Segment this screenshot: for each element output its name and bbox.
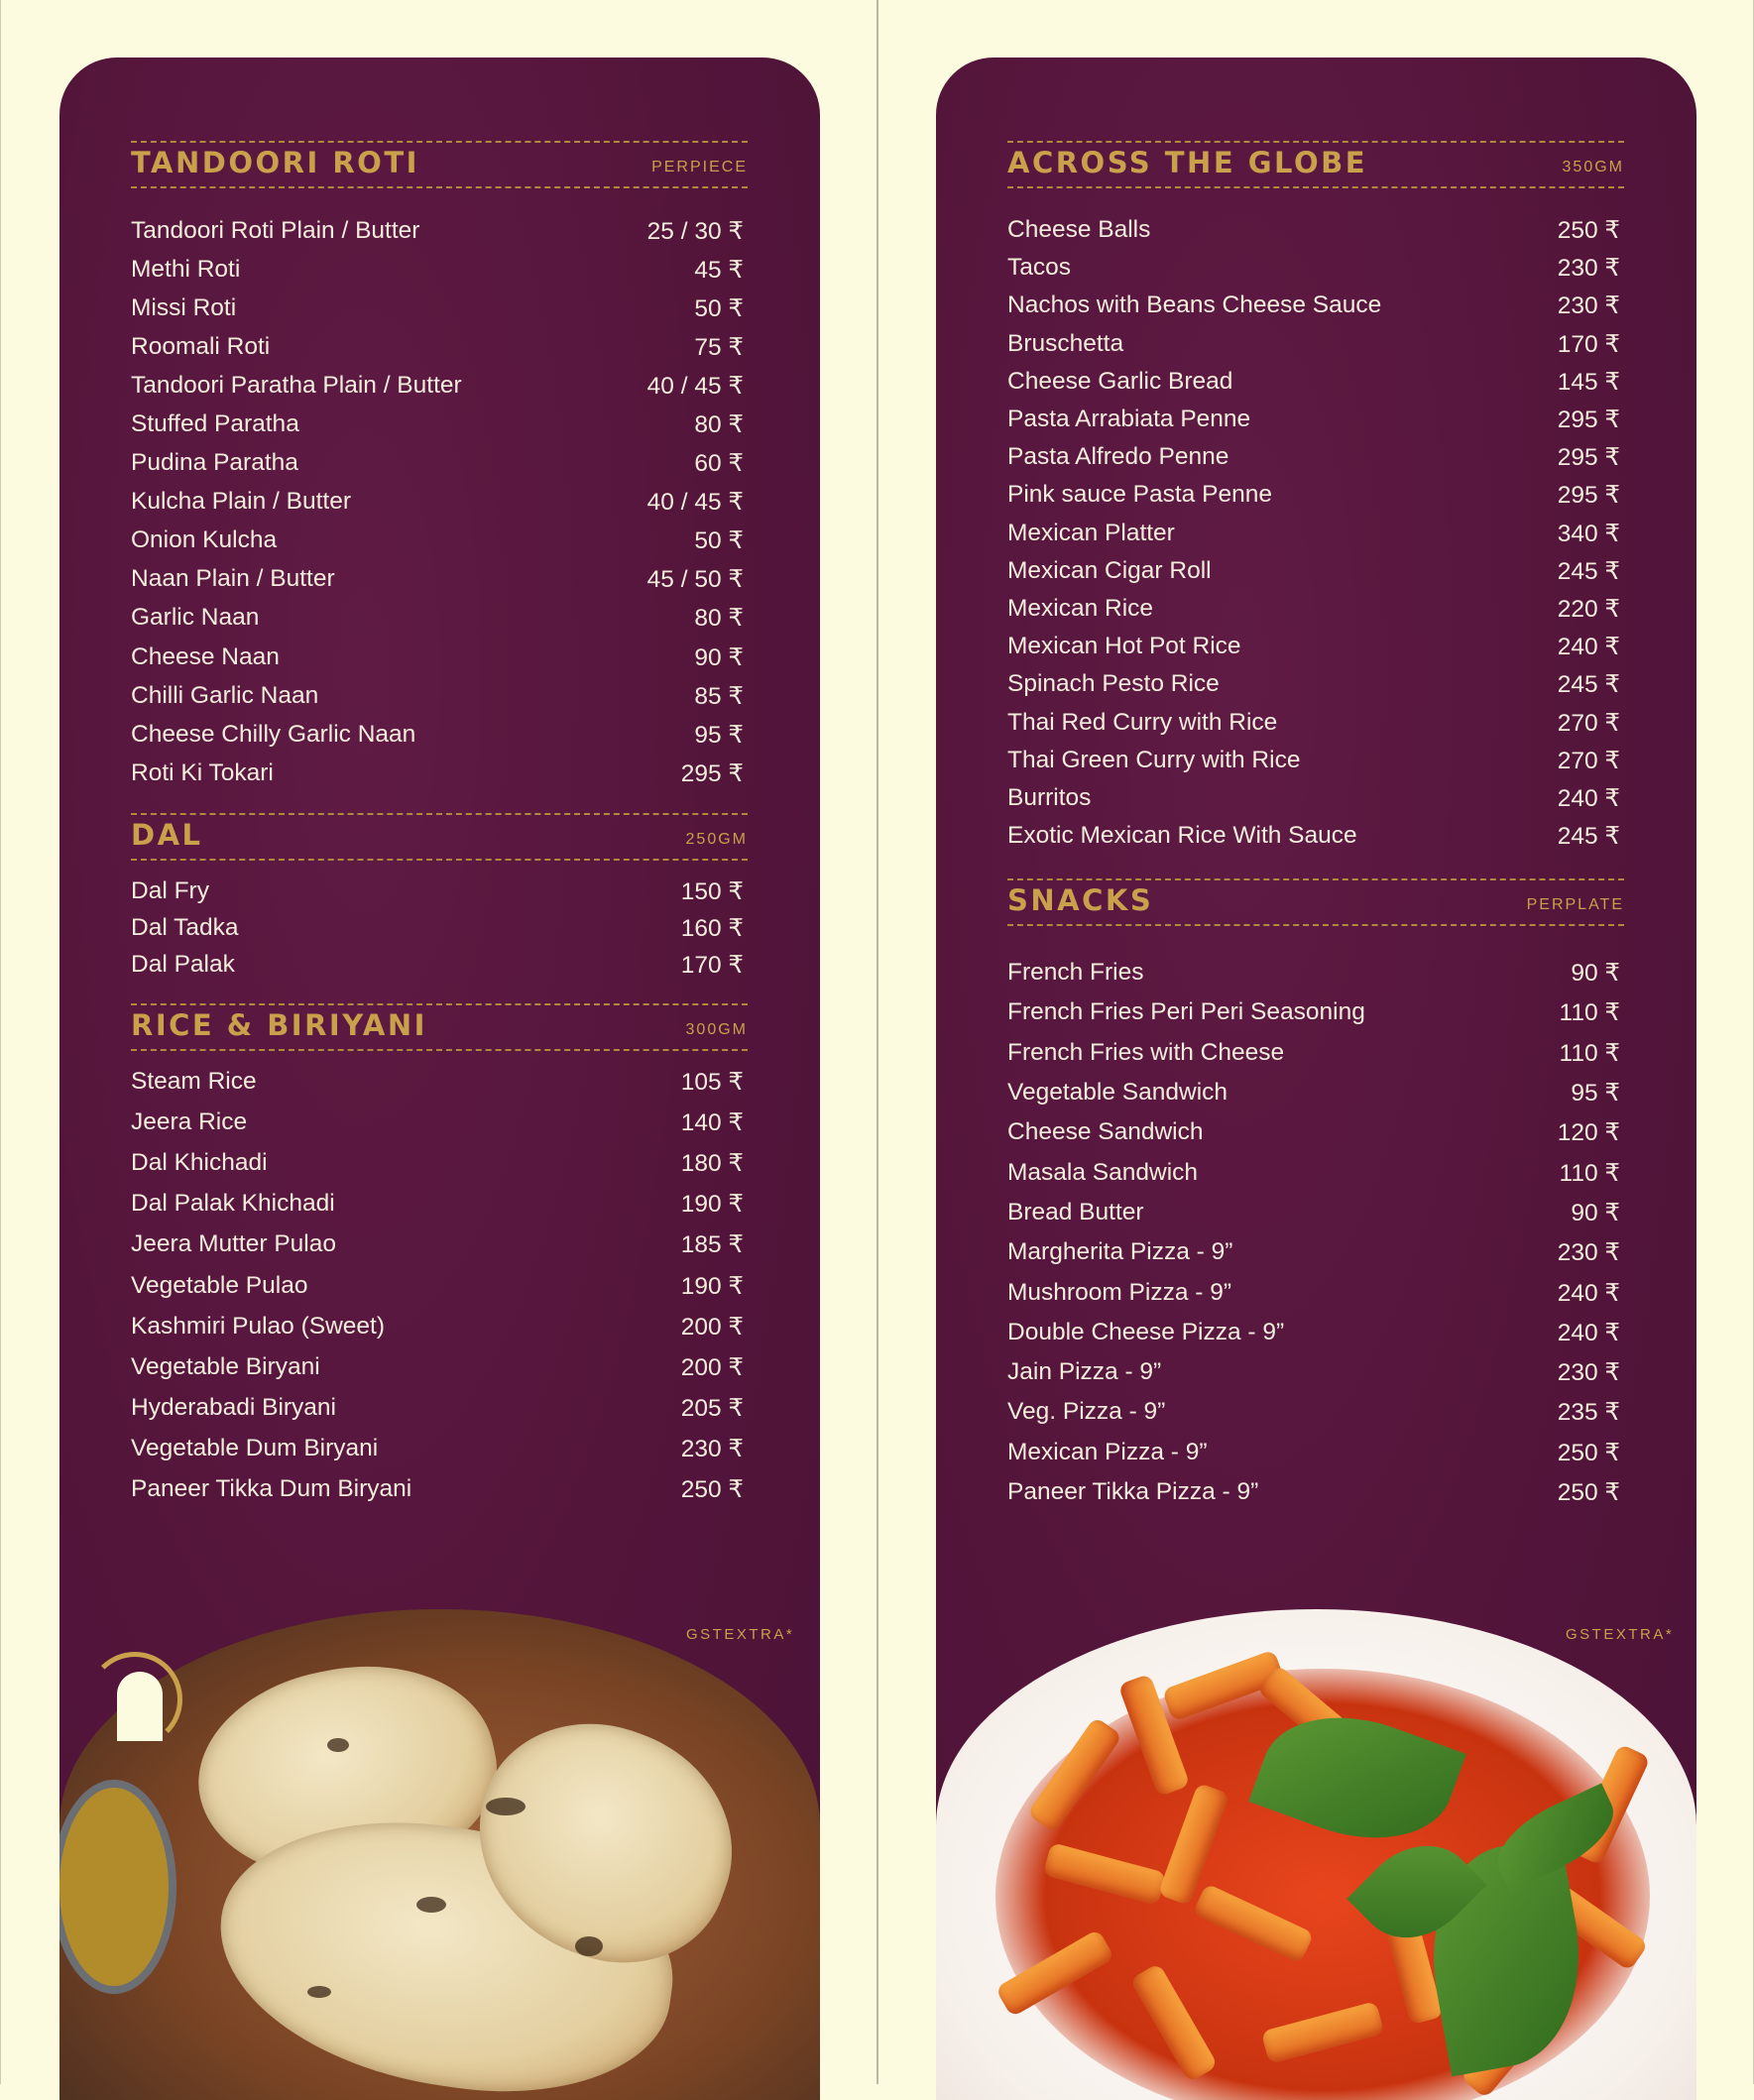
menu-item [1007,1433,1624,1472]
menu-item-name: Steam Rice [131,1067,257,1095]
menu-item [1007,1152,1624,1192]
menu-item-name: Dal Palak Khichadi [131,1190,335,1218]
menu-item-price: 250 ₹ [1557,1479,1620,1506]
menu-item-name: Nachos with Beans Cheese Sauce [1007,292,1382,319]
menu-item-name: Garlic Naan [131,604,260,632]
section-snacks [1007,878,1624,1512]
menu-item-name: Jeera Rice [131,1108,248,1135]
char-mark [486,1798,526,1815]
menu-item [131,327,748,366]
menu-item [1007,1392,1624,1432]
menu-panel-right [936,58,1696,2100]
page-edge-left [0,0,1,2084]
menu-item-name: Pink sauce Pasta Penne [1007,481,1272,509]
section-title: ACROSS THE GLOBE [1007,146,1368,179]
menu-item [1007,1112,1624,1152]
menu-item [1007,249,1624,287]
menu-item-name: Margherita Pizza - 9” [1007,1238,1233,1266]
menu-item-price: 120 ₹ [1557,1119,1620,1147]
menu-item-price: 90 ₹ [694,643,744,671]
gst-note: GSTEXTRA* [1566,1626,1675,1643]
menu-item-price: 95 ₹ [1571,1080,1620,1108]
menu-item-name: Mexican Hot Pot Rice [1007,633,1241,660]
menu-item-name: Mexican Rice [1007,594,1154,622]
section-header [131,813,748,861]
menu-item [1007,703,1624,741]
menu-item [131,1184,748,1225]
menu-item [1007,363,1624,401]
menu-item [131,483,748,522]
section-across-the-globe [1007,141,1624,855]
menu-item-price: 75 ₹ [694,333,744,361]
section-header [131,141,748,188]
item-list [1007,953,1624,1512]
menu-item [131,1142,748,1183]
menu-item-price: 45 / 50 ₹ [646,566,744,594]
menu-item-price: 170 ₹ [1557,330,1620,358]
menu-item [1007,590,1624,628]
menu-item [1007,628,1624,665]
menu-item-price: 250 ₹ [680,1476,744,1504]
menu-item-price: 250 ₹ [1557,217,1620,245]
menu-item-price: 80 ₹ [694,411,744,439]
menu-item-price: 170 ₹ [680,951,744,979]
menu-item-price: 90 ₹ [1571,960,1620,988]
section-dal [131,813,748,983]
menu-item [1007,665,1624,703]
item-list [1007,211,1624,855]
menu-panel-left [59,58,820,2100]
menu-item [1007,1193,1624,1232]
gst-note: GSTEXTRA* [686,1626,795,1643]
menu-item-price: 185 ₹ [680,1231,744,1259]
menu-item [1007,1073,1624,1112]
menu-item [1007,325,1624,363]
menu-item [131,1469,748,1510]
menu-item-name: Exotic Mexican Rice With Sauce [1007,822,1357,850]
menu-item-price: 245 ₹ [1557,671,1620,699]
menu-item-price: 295 ₹ [1557,407,1620,434]
menu-item [131,1061,748,1102]
menu-item-price: 45 ₹ [694,256,744,284]
section-header [131,1003,748,1051]
menu-item-name: Vegetable Sandwich [1007,1079,1228,1107]
menu-item [131,522,748,560]
section-title: SNACKS [1007,883,1154,917]
menu-item-price: 250 ₹ [1557,1439,1620,1466]
menu-item [131,599,748,638]
menu-item-price: 50 ₹ [694,294,744,322]
menu-item-name: French Fries [1007,959,1144,987]
menu-item-name: Spinach Pesto Rice [1007,670,1220,698]
menu-item [131,1429,748,1469]
menu-item [1007,552,1624,590]
menu-item-price: 190 ₹ [680,1272,744,1300]
char-mark [307,1986,331,1998]
menu-item-price: 60 ₹ [694,450,744,478]
menu-item-name: Cheese Garlic Bread [1007,367,1233,395]
menu-item-name: Onion Kulcha [131,526,278,554]
menu-item-price: 295 ₹ [1557,444,1620,472]
menu-item-price: 240 ₹ [1557,784,1620,812]
item-list [131,873,748,983]
menu-item [131,1346,748,1387]
section-header [1007,878,1624,926]
section-header [1007,141,1624,188]
menu-item-price: 230 ₹ [1557,1239,1620,1267]
menu-item-price: 95 ₹ [694,721,744,749]
menu-item [1007,1352,1624,1392]
menu-item [1007,742,1624,779]
menu-item [131,444,748,483]
menu-item-price: 240 ₹ [1557,1279,1620,1307]
menu-item [1007,211,1624,249]
menu-item-name: Stuffed Paratha [131,410,299,438]
menu-item-name: Jain Pizza - 9” [1007,1358,1162,1386]
menu-item-price: 40 / 45 ₹ [646,372,744,400]
menu-item-name: Roomali Roti [131,332,271,360]
menu-item-name: Dal Tadka [131,913,239,941]
menu-item-price: 105 ₹ [680,1068,744,1096]
page-fold [877,0,878,2084]
penne-pasta-photo [936,1609,1696,2100]
menu-item-name: Kulcha Plain / Butter [131,488,351,516]
section-unit: PERPLATE [1526,896,1624,913]
section-title: RICE & BIRIYANI [131,1008,427,1042]
menu-item [131,560,748,599]
menu-item-name: Mexican Cigar Roll [1007,556,1212,584]
menu-item-name: Jeera Mutter Pulao [131,1230,336,1258]
menu-item [131,1306,748,1346]
menu-item-name: Chilli Garlic Naan [131,681,319,709]
menu-item-price: 200 ₹ [680,1353,744,1381]
menu-item-price: 220 ₹ [1557,595,1620,623]
menu-item-name: Mushroom Pizza - 9” [1007,1278,1232,1306]
menu-item-price: 295 ₹ [1557,482,1620,510]
menu-item [131,1102,748,1142]
menu-item-price: 230 ₹ [680,1436,744,1463]
char-mark [416,1897,446,1913]
menu-item-name: Double Cheese Pizza - 9” [1007,1318,1285,1345]
item-list [131,1061,748,1510]
menu-item-name: Dal Khichadi [131,1148,268,1176]
menu-item-name: Dal Palak [131,950,235,978]
menu-item-name: Mexican Pizza - 9” [1007,1438,1208,1465]
section-title: TANDOORI ROTI [131,146,419,179]
menu-item-name: French Fries Peri Peri Seasoning [1007,998,1365,1026]
menu-item [131,946,748,983]
menu-item [131,1265,748,1306]
menu-item-name: Paneer Tikka Dum Biryani [131,1475,412,1503]
menu-item-price: 110 ₹ [1559,1039,1620,1067]
menu-item [131,873,748,909]
menu-item-price: 140 ₹ [680,1108,744,1136]
menu-item-price: 270 ₹ [1557,709,1620,737]
menu-item-price: 90 ₹ [1571,1199,1620,1226]
menu-item [1007,438,1624,476]
section-rice-biriyani [131,1003,748,1510]
section-unit: 350GM [1562,159,1624,175]
menu-item-price: 110 ₹ [1559,1159,1620,1187]
menu-item [131,250,748,289]
menu-item-name: Vegetable Pulao [131,1271,308,1299]
menu-item [1007,779,1624,817]
menu-item-price: 40 / 45 ₹ [646,489,744,517]
menu-item [1007,1033,1624,1073]
menu-item [1007,992,1624,1032]
menu-item-name: Bread Butter [1007,1198,1144,1225]
menu-item-price: 270 ₹ [1557,747,1620,774]
menu-item-price: 340 ₹ [1557,520,1620,547]
menu-item-price: 235 ₹ [1557,1399,1620,1427]
menu-item [131,638,748,676]
curry-bowl [59,1788,169,1986]
menu-item [131,289,748,327]
menu-item-name: French Fries with Cheese [1007,1038,1285,1066]
menu-item-name: Tandoori Paratha Plain / Butter [131,371,462,399]
menu-item-price: 110 ₹ [1559,999,1620,1027]
menu-item-price: 200 ₹ [680,1313,744,1341]
menu-item-price: 190 ₹ [680,1191,744,1219]
menu-item [1007,1313,1624,1352]
menu-item-name: Dal Fry [131,876,209,904]
menu-item-name: Veg. Pizza - 9” [1007,1398,1166,1426]
logo-mark [117,1672,163,1741]
menu-item-price: 240 ₹ [1557,1319,1620,1346]
menu-item [1007,1232,1624,1272]
menu-item-name: Cheese Chilly Garlic Naan [131,720,416,748]
menu-item-name: Cheese Sandwich [1007,1118,1204,1146]
menu-item-price: 160 ₹ [680,914,744,942]
menu-item-price: 230 ₹ [1557,255,1620,283]
menu-item-price: 50 ₹ [694,527,744,555]
menu-item-name: Masala Sandwich [1007,1158,1199,1186]
section-tandoori-roti [131,141,748,792]
menu-item-name: Pasta Alfredo Penne [1007,443,1229,471]
menu-item-price: 205 ₹ [680,1395,744,1423]
menu-item-name: Burritos [1007,783,1092,811]
menu-item-name: Cheese Balls [1007,216,1151,244]
menu-item-name: Naan Plain / Butter [131,565,335,593]
menu-item [1007,1272,1624,1312]
menu-item-price: 240 ₹ [1557,634,1620,661]
menu-item-price: 145 ₹ [1557,368,1620,396]
menu-item-price: 85 ₹ [694,682,744,710]
menu-item-name: Kashmiri Pulao (Sweet) [131,1312,385,1340]
menu-item [1007,476,1624,514]
menu-item-price: 25 / 30 ₹ [646,217,744,245]
char-mark [327,1738,349,1752]
menu-item-name: Mexican Platter [1007,519,1175,546]
menu-item-name: Pudina Paratha [131,449,298,477]
section-unit: 250GM [685,831,748,848]
menu-item-name: Missi Roti [131,293,237,321]
menu-item-name: Thai Red Curry with Rice [1007,708,1278,736]
menu-item-name: Vegetable Dum Biryani [131,1435,379,1462]
menu-item-name: Bruschetta [1007,329,1124,357]
menu-item [1007,287,1624,324]
char-mark [575,1936,603,1956]
menu-item [131,754,748,792]
section-unit: PERPIECE [651,159,748,175]
menu-item [1007,817,1624,855]
menu-item [1007,1472,1624,1512]
menu-item [131,211,748,250]
menu-item-price: 150 ₹ [680,877,744,905]
menu-item-name: Roti Ki Tokari [131,758,274,786]
menu-item-name: Thai Green Curry with Rice [1007,746,1301,773]
menu-item-price: 245 ₹ [1557,823,1620,851]
menu-item-price: 80 ₹ [694,605,744,633]
menu-item-price: 230 ₹ [1557,1359,1620,1387]
menu-item-name: Tacos [1007,254,1072,282]
menu-item-name: Methi Roti [131,255,241,283]
item-list [131,211,748,792]
menu-item [1007,401,1624,438]
menu-item-price: 295 ₹ [680,759,744,787]
menu-item [131,1225,748,1265]
menu-item-name: Pasta Arrabiata Penne [1007,406,1251,433]
menu-item-price: 245 ₹ [1557,557,1620,585]
menu-item [131,676,748,715]
menu-item-name: Hyderabadi Biryani [131,1394,336,1422]
menu-item-name: Tandoori Roti Plain / Butter [131,216,420,244]
menu-item [131,405,748,443]
menu-item [131,1388,748,1429]
menu-item [131,909,748,946]
menu-item [131,366,748,405]
menu-item-price: 180 ₹ [680,1149,744,1177]
section-title: DAL [131,818,203,852]
menu-item [1007,515,1624,552]
menu-item-name: Paneer Tikka Pizza - 9” [1007,1478,1259,1505]
menu-item-name: Cheese Naan [131,642,280,670]
section-unit: 300GM [685,1021,748,1038]
menu-item [131,715,748,754]
menu-item-price: 230 ₹ [1557,292,1620,320]
menu-item [1007,953,1624,992]
menu-item-name: Vegetable Biryani [131,1352,320,1380]
